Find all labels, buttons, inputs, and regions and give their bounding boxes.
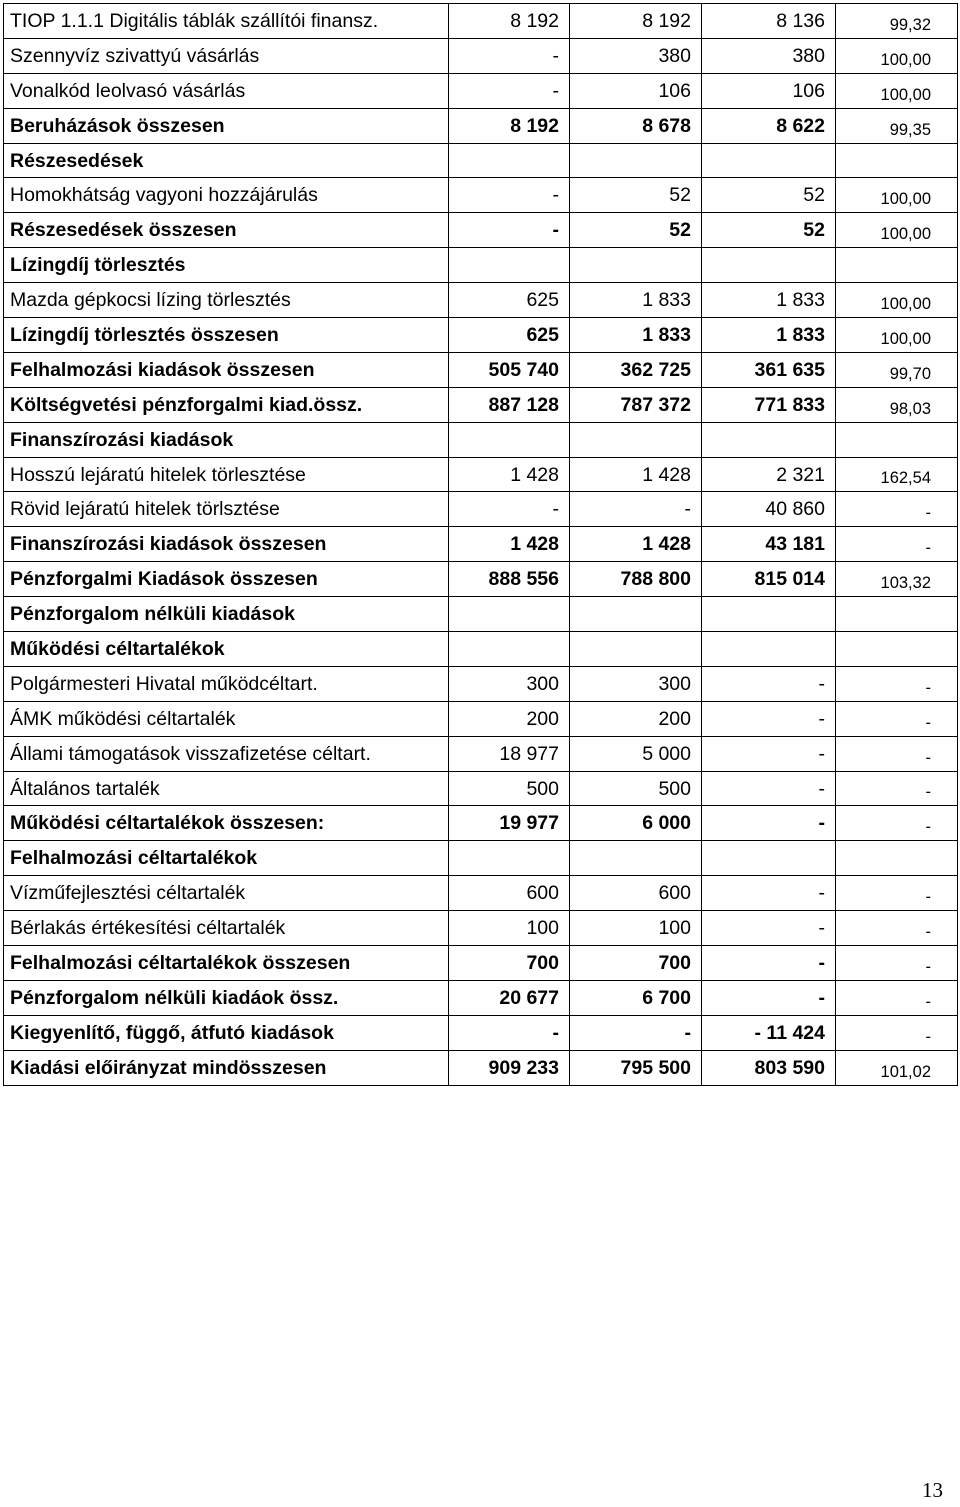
cell-modified-budget: 500 <box>570 771 702 806</box>
cell-percent <box>836 143 958 178</box>
table-row <box>4 841 958 876</box>
cell-original-budget <box>449 597 570 632</box>
cell-actual: 106 <box>702 73 836 108</box>
table-row <box>4 4 958 39</box>
cell-original-budget: 625 <box>449 283 570 318</box>
cell-percent: - <box>836 666 958 701</box>
cell-original-budget: 19 977 <box>449 806 570 841</box>
row-label: Kiadási előirányzat mindösszesen <box>4 1050 449 1085</box>
table-body <box>4 4 958 1086</box>
cell-actual <box>702 143 836 178</box>
cell-percent: 101,02 <box>836 1050 958 1085</box>
cell-modified-budget: 8 678 <box>570 108 702 143</box>
row-label: Felhalmozási céltartalékok <box>4 841 449 876</box>
cell-original-budget: 1 428 <box>449 527 570 562</box>
cell-original-budget <box>449 632 570 667</box>
table-row <box>4 108 958 143</box>
cell-actual: - <box>702 771 836 806</box>
row-label: Homokhátság vagyoni hozzájárulás <box>4 178 449 213</box>
row-label: Állami támogatások visszafizetése céltart. <box>4 736 449 771</box>
table-row <box>4 457 958 492</box>
cell-modified-budget: 600 <box>570 876 702 911</box>
cell-modified-budget: 52 <box>570 178 702 213</box>
cell-percent: - <box>836 980 958 1015</box>
cell-modified-budget: 362 725 <box>570 352 702 387</box>
cell-actual: 2 321 <box>702 457 836 492</box>
table-row <box>4 980 958 1015</box>
row-label: Felhalmozási kiadások összesen <box>4 352 449 387</box>
cell-modified-budget: 6 000 <box>570 806 702 841</box>
cell-modified-budget: 787 372 <box>570 387 702 422</box>
table-row <box>4 666 958 701</box>
cell-actual: - <box>702 946 836 981</box>
row-label: Pénzforgalom nélküli kiadáok össz. <box>4 980 449 1015</box>
cell-original-budget: 909 233 <box>449 1050 570 1085</box>
cell-original-budget: 700 <box>449 946 570 981</box>
cell-original-budget: 18 977 <box>449 736 570 771</box>
cell-actual <box>702 841 836 876</box>
table-row <box>4 911 958 946</box>
row-label: Működési céltartalékok összesen: <box>4 806 449 841</box>
cell-modified-budget: 52 <box>570 213 702 248</box>
cell-actual: - 11 424 <box>702 1015 836 1050</box>
cell-actual: 815 014 <box>702 562 836 597</box>
table-row <box>4 352 958 387</box>
table-row <box>4 771 958 806</box>
cell-actual: - <box>702 980 836 1015</box>
row-label: Pénzforgalom nélküli kiadások <box>4 597 449 632</box>
cell-original-budget: - <box>449 213 570 248</box>
cell-percent: - <box>836 806 958 841</box>
row-label: Vízműfejlesztési céltartalék <box>4 876 449 911</box>
cell-original-budget <box>449 422 570 457</box>
row-label: Hosszú lejáratú hitelek törlesztése <box>4 457 449 492</box>
cell-modified-budget: 1 428 <box>570 527 702 562</box>
cell-actual: 361 635 <box>702 352 836 387</box>
cell-original-budget: 8 192 <box>449 108 570 143</box>
row-label: Költségvetési pénzforgalmi kiad.össz. <box>4 387 449 422</box>
row-label: Felhalmozási céltartalékok összesen <box>4 946 449 981</box>
cell-original-budget: - <box>449 492 570 527</box>
cell-modified-budget <box>570 422 702 457</box>
table-row <box>4 806 958 841</box>
cell-actual: 8 136 <box>702 4 836 39</box>
cell-actual: 43 181 <box>702 527 836 562</box>
cell-actual: - <box>702 736 836 771</box>
cell-percent: - <box>836 911 958 946</box>
table-row <box>4 178 958 213</box>
cell-percent: 100,00 <box>836 38 958 73</box>
table-row <box>4 527 958 562</box>
row-label: Részesedések összesen <box>4 213 449 248</box>
cell-actual: 1 833 <box>702 318 836 353</box>
row-label: Rövid lejáratú hitelek törlsztése <box>4 492 449 527</box>
cell-percent: - <box>836 736 958 771</box>
row-label: Lízingdíj törlesztés összesen <box>4 318 449 353</box>
cell-modified-budget: 106 <box>570 73 702 108</box>
table-row <box>4 38 958 73</box>
cell-modified-budget: 8 192 <box>570 4 702 39</box>
cell-original-budget: 1 428 <box>449 457 570 492</box>
cell-percent: - <box>836 876 958 911</box>
table-row <box>4 597 958 632</box>
cell-actual <box>702 422 836 457</box>
cell-actual <box>702 597 836 632</box>
row-label: Bérlakás értékesítési céltartalék <box>4 911 449 946</box>
cell-percent <box>836 632 958 667</box>
row-label: TIOP 1.1.1 Digitális táblák szállítói finansz. <box>4 4 449 39</box>
row-label: Pénzforgalmi Kiadások összesen <box>4 562 449 597</box>
table-row <box>4 736 958 771</box>
cell-actual: - <box>702 911 836 946</box>
cell-percent <box>836 841 958 876</box>
cell-original-budget <box>449 143 570 178</box>
cell-percent: - <box>836 492 958 527</box>
cell-original-budget: 600 <box>449 876 570 911</box>
cell-original-budget: 8 192 <box>449 4 570 39</box>
cell-percent: - <box>836 1015 958 1050</box>
row-label: Polgármesteri Hivatal működcéltart. <box>4 666 449 701</box>
cell-actual: 803 590 <box>702 1050 836 1085</box>
table-row <box>4 701 958 736</box>
budget-table <box>3 3 958 1086</box>
row-label: ÁMK működési céltartalék <box>4 701 449 736</box>
row-label: Részesedések <box>4 143 449 178</box>
table-row <box>4 248 958 283</box>
cell-modified-budget: 788 800 <box>570 562 702 597</box>
cell-original-budget: 625 <box>449 318 570 353</box>
cell-modified-budget <box>570 841 702 876</box>
row-label: Finanszírozási kiadások összesen <box>4 527 449 562</box>
cell-actual: - <box>702 666 836 701</box>
cell-modified-budget <box>570 143 702 178</box>
cell-modified-budget <box>570 597 702 632</box>
cell-original-budget: 300 <box>449 666 570 701</box>
cell-percent: 100,00 <box>836 283 958 318</box>
cell-modified-budget: - <box>570 492 702 527</box>
cell-modified-budget: 795 500 <box>570 1050 702 1085</box>
table-row <box>4 73 958 108</box>
cell-percent: 100,00 <box>836 178 958 213</box>
cell-modified-budget: 1 428 <box>570 457 702 492</box>
cell-percent: 100,00 <box>836 73 958 108</box>
table-row <box>4 318 958 353</box>
cell-percent: 103,32 <box>836 562 958 597</box>
table-row <box>4 562 958 597</box>
cell-percent: - <box>836 771 958 806</box>
cell-actual: - <box>702 701 836 736</box>
table-row <box>4 387 958 422</box>
row-label: Mazda gépkocsi lízing törlesztés <box>4 283 449 318</box>
cell-actual <box>702 632 836 667</box>
cell-original-budget: - <box>449 73 570 108</box>
cell-actual: - <box>702 806 836 841</box>
cell-percent: 99,32 <box>836 4 958 39</box>
table-row <box>4 876 958 911</box>
cell-original-budget <box>449 841 570 876</box>
table-row <box>4 1050 958 1085</box>
row-label: Finanszírozási kiadások <box>4 422 449 457</box>
table-row <box>4 492 958 527</box>
cell-percent: 99,70 <box>836 352 958 387</box>
cell-percent: 98,03 <box>836 387 958 422</box>
cell-modified-budget: 200 <box>570 701 702 736</box>
cell-percent: - <box>836 701 958 736</box>
cell-modified-budget: 1 833 <box>570 283 702 318</box>
cell-original-budget: 20 677 <box>449 980 570 1015</box>
table-row <box>4 143 958 178</box>
cell-actual: 771 833 <box>702 387 836 422</box>
cell-original-budget: 505 740 <box>449 352 570 387</box>
table-row <box>4 283 958 318</box>
cell-percent: - <box>836 946 958 981</box>
row-label: Működési céltartalékok <box>4 632 449 667</box>
row-label: Általános tartalék <box>4 771 449 806</box>
cell-percent: 99,35 <box>836 108 958 143</box>
cell-original-budget: 200 <box>449 701 570 736</box>
row-label: Vonalkód leolvasó vásárlás <box>4 73 449 108</box>
cell-original-budget <box>449 248 570 283</box>
cell-original-budget: - <box>449 1015 570 1050</box>
cell-actual: 8 622 <box>702 108 836 143</box>
cell-percent <box>836 248 958 283</box>
cell-modified-budget <box>570 248 702 283</box>
cell-actual <box>702 248 836 283</box>
cell-percent <box>836 597 958 632</box>
table-row <box>4 1015 958 1050</box>
cell-modified-budget: 5 000 <box>570 736 702 771</box>
cell-modified-budget <box>570 632 702 667</box>
cell-original-budget: 887 128 <box>449 387 570 422</box>
row-label: Lízingdíj törlesztés <box>4 248 449 283</box>
cell-actual: 40 860 <box>702 492 836 527</box>
cell-actual: 1 833 <box>702 283 836 318</box>
table-row <box>4 422 958 457</box>
cell-modified-budget: 300 <box>570 666 702 701</box>
table-row <box>4 213 958 248</box>
cell-percent: 100,00 <box>836 213 958 248</box>
cell-percent <box>836 422 958 457</box>
row-label: Szennyvíz szivattyú vásárlás <box>4 38 449 73</box>
cell-original-budget: - <box>449 178 570 213</box>
row-label: Kiegyenlítő, függő, átfutó kiadások <box>4 1015 449 1050</box>
cell-actual: 380 <box>702 38 836 73</box>
cell-percent: 162,54 <box>836 457 958 492</box>
cell-modified-budget: 700 <box>570 946 702 981</box>
table-row <box>4 946 958 981</box>
cell-actual: 52 <box>702 178 836 213</box>
row-label: Beruházások összesen <box>4 108 449 143</box>
cell-original-budget: 888 556 <box>449 562 570 597</box>
cell-actual: - <box>702 876 836 911</box>
cell-modified-budget: 6 700 <box>570 980 702 1015</box>
table-row <box>4 632 958 667</box>
cell-modified-budget: - <box>570 1015 702 1050</box>
cell-modified-budget: 380 <box>570 38 702 73</box>
cell-original-budget: - <box>449 38 570 73</box>
cell-percent: 100,00 <box>836 318 958 353</box>
cell-original-budget: 100 <box>449 911 570 946</box>
page-number: 13 <box>922 1478 943 1502</box>
cell-modified-budget: 100 <box>570 911 702 946</box>
cell-modified-budget: 1 833 <box>570 318 702 353</box>
cell-percent: - <box>836 527 958 562</box>
cell-actual: 52 <box>702 213 836 248</box>
cell-original-budget: 500 <box>449 771 570 806</box>
